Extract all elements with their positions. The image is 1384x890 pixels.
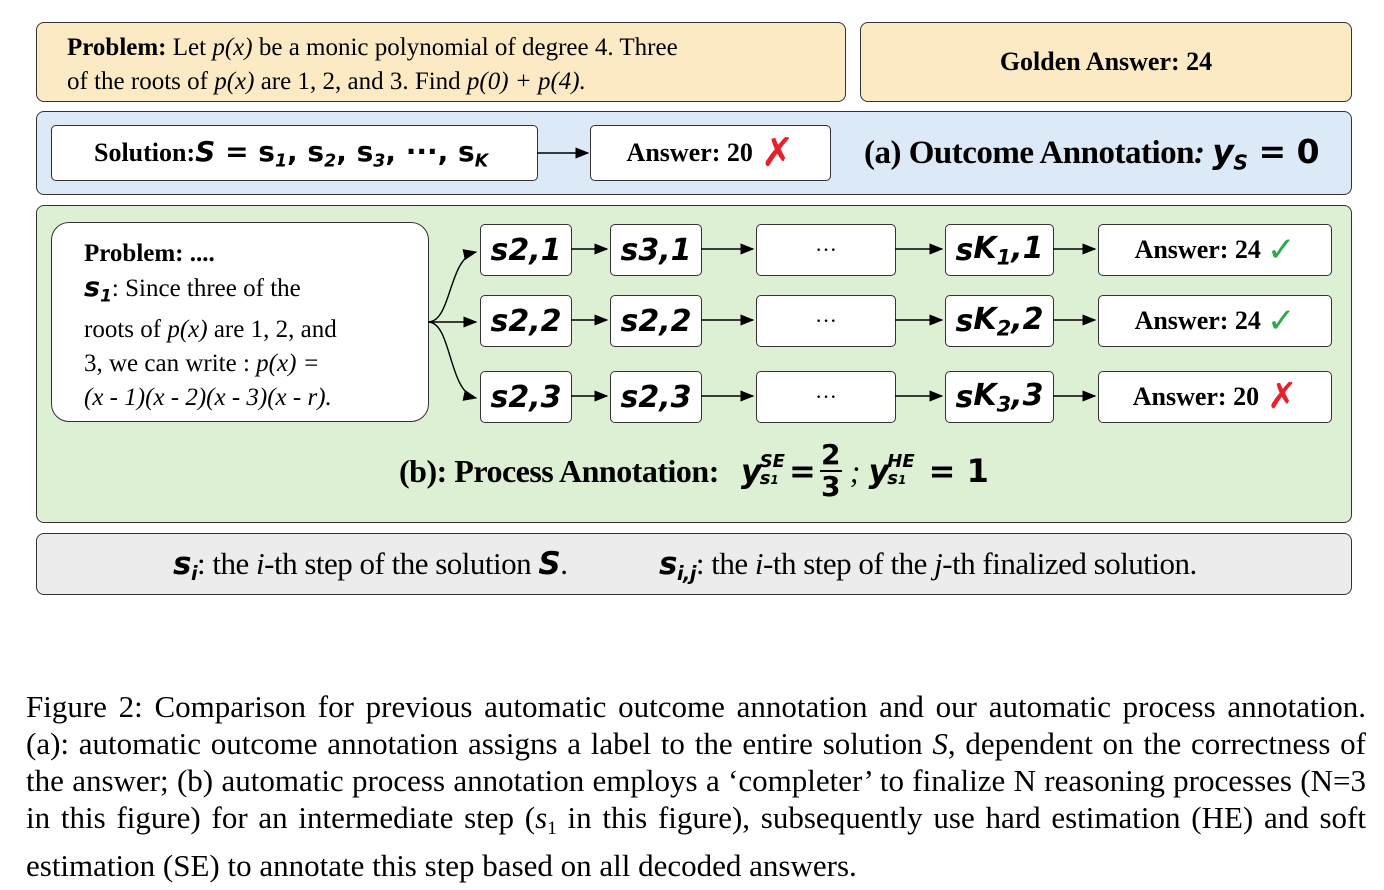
check-icon: ✓ — [1266, 301, 1296, 341]
process-problem-label: Problem: .... — [84, 240, 215, 267]
step-box-row1-a: s 2,1 — [480, 224, 572, 276]
branch-arrow-1 — [428, 252, 476, 322]
check-icon: ✓ — [1266, 230, 1296, 270]
figure-caption: Figure 2: Comparison for previous automatic outcome annotation and our automatic process annotation. (a): automatic outcome annotation assigns a label to the entire solution S, dependent on the correctness of the answer; (b) automatic process annotation employs a ‘completer’ to finalize N reasoning processes (N=3 in this figure) for an intermediate step ($s_1$ in this figure), subsequently use hard estimation (HE) and soft estimation (SE) to annotate this step based on all decoded answers. — [26, 689, 1366, 884]
answer-box-row2: Answer: 24 ✓ — [1098, 295, 1332, 347]
step-box-row3-b: s 2,3 — [610, 371, 702, 423]
legend-sij: $s_{i,j}$: the i-th step of the j-th finalized solution. — [659, 546, 1197, 586]
step-problem-box: Problem: .... $s_1$: Since three of the roots of p(x) are 1, 2, and 3, we can write : p(x) = (x - 1)(x - 2)(x - 3)(x - r). — [51, 222, 429, 422]
process-annotation-title: (b): Process Annotation: y SE s1 = 2 3 ; y HE s1 = 1 — [399, 438, 989, 503]
step-box-row1-b: s 3,1 — [610, 224, 702, 276]
problem-label: Problem: — [67, 34, 167, 61]
se-fraction: 2 3 — [821, 438, 841, 503]
step-box-row2-k: s $K_2,2$ — [945, 295, 1054, 347]
solution-label: Solution: — [94, 138, 196, 167]
problem-line-1: Problem: Let p(x) be a monic polynomial of degree 4. Three — [67, 34, 678, 61]
step-box-row3-a: s 2,3 — [480, 371, 572, 423]
cross-icon: ✗ — [760, 130, 795, 176]
solution-expression: $S = s_1$, $s_2$, $s_3$, ···, $s_K$ — [195, 134, 489, 172]
legend-si: $s_i$: the i-th step of the solution S. — [173, 546, 568, 586]
outcome-annotation-title: (a) Outcome Annotation: $y_S = 0$ — [864, 132, 1320, 175]
cross-icon: ✗ — [1267, 376, 1298, 417]
step-box-row2-b: s 2,2 — [610, 295, 702, 347]
answer-box-row1: Answer: 24 ✓ — [1098, 224, 1332, 276]
ellipsis-box-row1: ··· — [756, 224, 896, 276]
answer-box-row3: Answer: 20 ✗ — [1098, 371, 1332, 423]
ellipsis-box-row2: ··· — [756, 295, 896, 347]
branch-arrow-3 — [428, 322, 476, 398]
step-s1-line: $s_1$: Since three of the — [84, 272, 301, 307]
step-box-row2-a: s 2,2 — [480, 295, 572, 347]
step-box-row3-k: s $K_3,3$ — [945, 371, 1054, 423]
step-box-row1-k: s $K_1,1$ — [945, 224, 1054, 276]
golden-answer: Golden Answer: 24 — [999, 47, 1213, 76]
problem-line-2: of the roots of p(x) are 1, 2, and 3. Find p(0) + p(4). — [67, 68, 586, 95]
ellipsis-box-row3: ··· — [756, 371, 896, 423]
outcome-answer: Answer: 20 — [626, 138, 753, 167]
